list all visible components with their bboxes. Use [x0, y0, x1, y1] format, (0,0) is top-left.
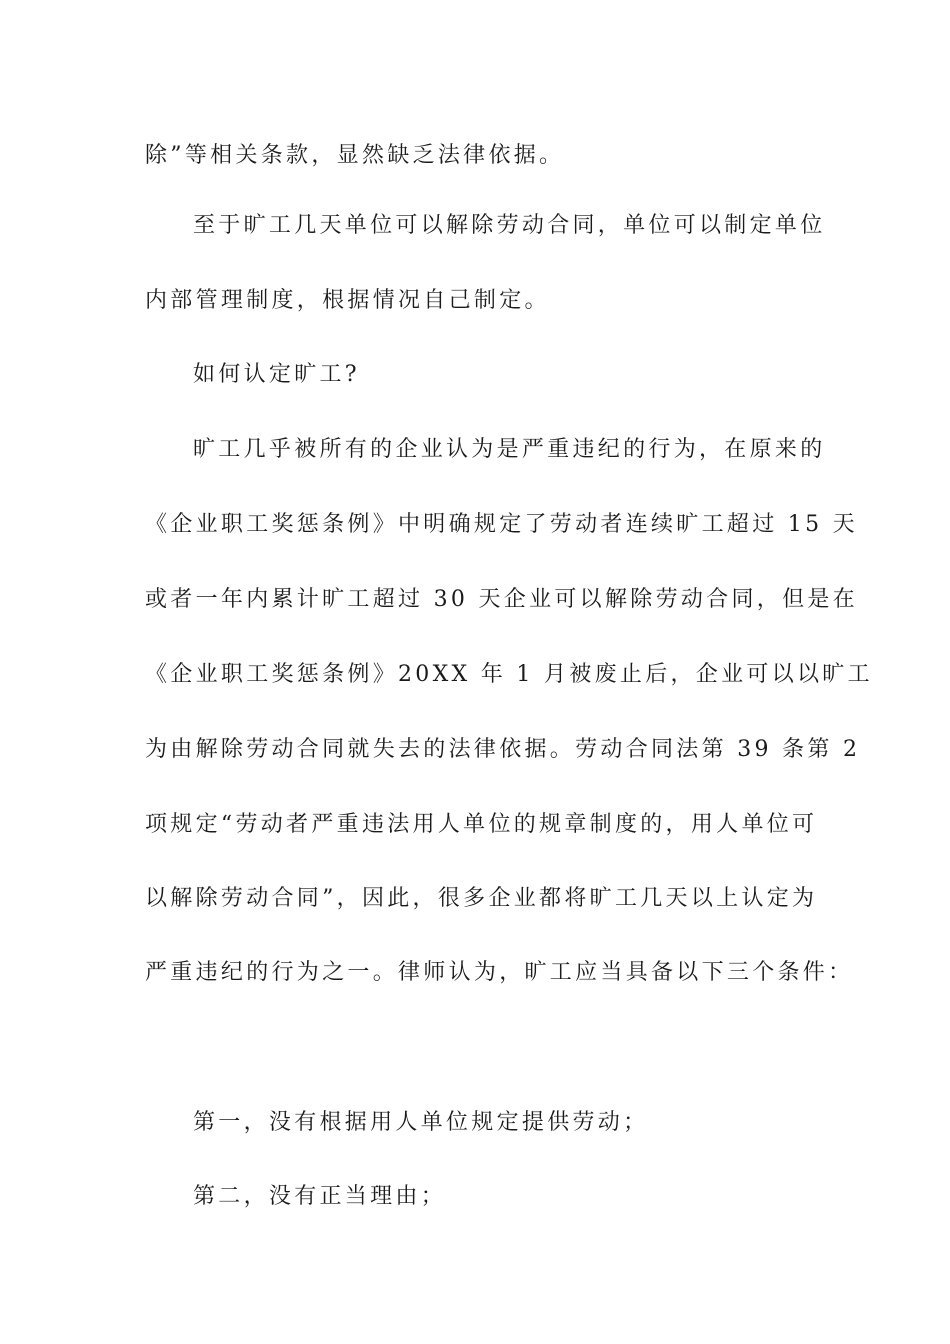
text-line-3: 内部管理制度，根据情况自己制定。 — [145, 288, 550, 313]
text-line-14: 第二，没有正当理由； — [193, 1184, 447, 1209]
text-line-7: 或者一年内累计旷工超过 30 天企业可以解除劳动合同，但是在 — [145, 587, 858, 612]
text-line-11: 以解除劳动合同”，因此，很多企业都将旷工几天以上认定为 — [145, 886, 818, 911]
text-line-5: 旷工几乎被所有的企业认为是严重违纪的行为，在原来的 — [193, 437, 826, 462]
text-line-6: 《企业职工奖惩条例》中明确规定了劳动者连续旷工超过 15 天 — [145, 512, 858, 537]
text-line-8: 《企业职工奖惩条例》20XX 年 1 月被废止后，企业可以以旷工 — [145, 662, 873, 687]
text-line-9: 为由解除劳动合同就失去的法律依据。劳动合同法第 39 条第 2 — [145, 737, 861, 762]
text-line-1: 除”等相关条款，显然缺乏法律依据。 — [145, 143, 565, 168]
text-line-2: 至于旷工几天单位可以解除劳动合同，单位可以制定单位 — [193, 213, 826, 238]
text-line-10: 项规定“劳动者严重违法用人单位的规章制度的，用人单位可 — [145, 812, 818, 837]
text-line-13: 第一，没有根据用人单位规定提供劳动； — [193, 1110, 649, 1135]
text-line-12: 严重违纪的行为之一。律师认为，旷工应当具备以下三个条件： — [145, 960, 854, 985]
text-line-4: 如何认定旷工? — [193, 362, 360, 387]
